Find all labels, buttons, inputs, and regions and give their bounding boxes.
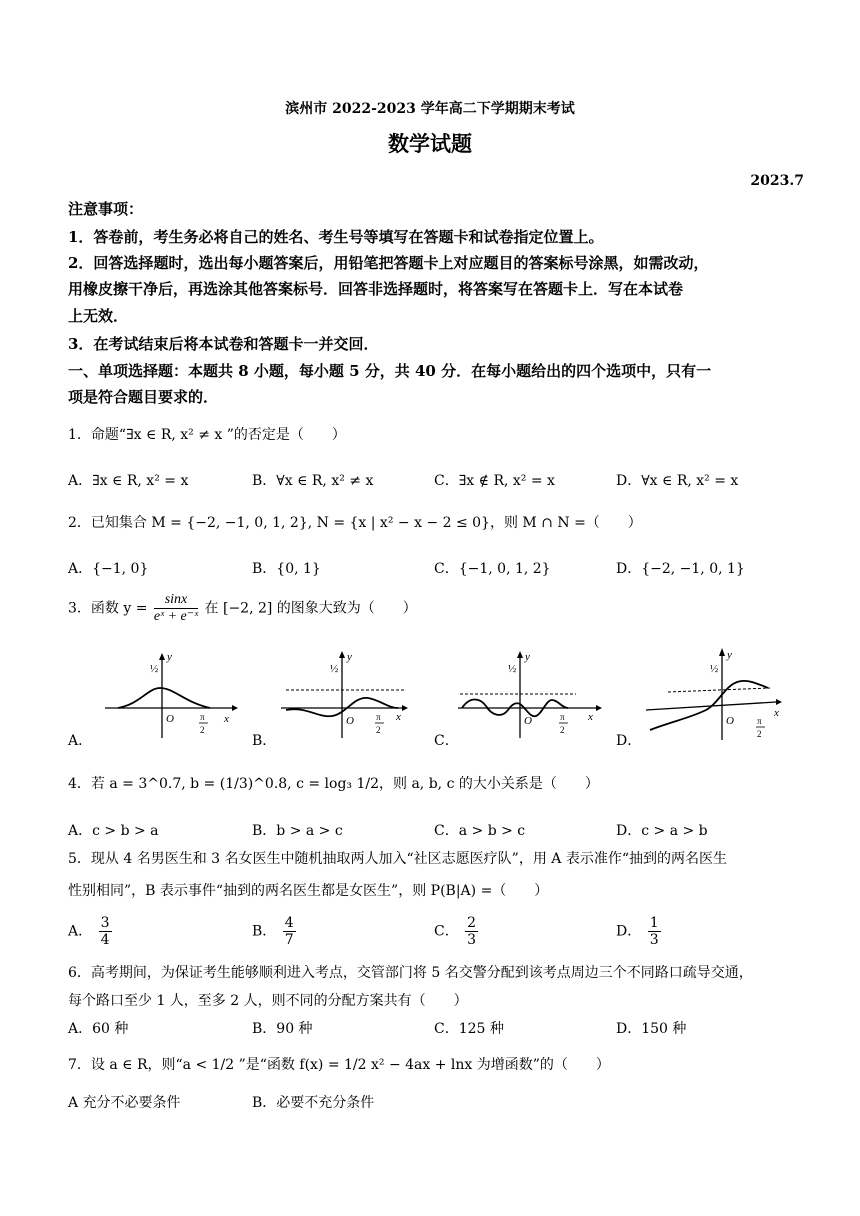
q6-option-b: B．90 种 (252, 1021, 313, 1037)
svg-text:2: 2 (376, 725, 381, 735)
q5-option-label: A． (68, 923, 93, 940)
q1-option-b: B．∀x ∈ R, x² ≠ x (252, 473, 374, 489)
q4-option-b: B．b > a > c (252, 823, 343, 839)
curve (118, 688, 210, 708)
q5-option-fraction: $\frac{1}{3}$ (649, 915, 659, 948)
exam-date: 2023.7 (750, 173, 804, 189)
svg-text:O: O (524, 715, 532, 727)
question-4-stem: 4．若 a = 3^0.7, b = (1/3)^0.8, c = log₃ 1/2，则 a, b, c 的大小关系是（ ） (68, 776, 599, 792)
q7-option-a: A 充分不必要条件 (68, 1095, 181, 1111)
svg-text:½: ½ (508, 663, 517, 675)
q4-option-a: A．c > b > a (68, 823, 159, 839)
q3-frac-num: sinx (154, 592, 198, 609)
svg-text:y: y (525, 651, 530, 663)
q2-option-d: D．{−2, −1, 0, 1} (616, 561, 745, 577)
x-axis-arrow-icon (232, 705, 238, 711)
subject-title: 数学试题 (388, 131, 472, 156)
label-pi: π (200, 712, 205, 722)
question-5-line1: 5．现从 4 名男医生和 3 名女医生中随机抽取两人加入“社区志愿医疗队”，用 A 表示准作“抽到的两名医生 (68, 851, 728, 867)
notice-title: 注意事项： (68, 200, 144, 218)
q1-option-d: D．∀x ∈ R, x² = x (616, 473, 739, 489)
y-axis-arrow-icon (159, 653, 165, 660)
q7-option-b: B．必要不充分条件 (252, 1095, 375, 1111)
q3-graph-c (456, 648, 606, 743)
q2-option-c: C．{−1, 0, 1, 2} (434, 561, 551, 577)
svg-text:x: x (774, 707, 779, 719)
svg-text:O: O (726, 715, 734, 727)
q3-graph-d (640, 644, 790, 744)
q5-option-d (616, 915, 663, 948)
q5-option-label: C． (434, 923, 459, 940)
q5-option-label: D． (616, 923, 642, 940)
q5-option-b (252, 915, 298, 948)
exam-title: 滨州市 2022-2023 学年高二下学期期末考试 (285, 101, 575, 117)
q2-option-a: A．{−1, 0} (68, 561, 149, 577)
q5-option-label: B． (252, 923, 277, 940)
y-axis-arrow-icon (339, 651, 345, 658)
q3-option-b: B． (252, 733, 277, 749)
notice-item: 上无效． (68, 307, 129, 325)
label-two: 2 (200, 725, 205, 735)
x-axis-arrow-icon (596, 705, 602, 711)
curve (650, 681, 768, 730)
q6-option-d: D．150 种 (616, 1021, 687, 1037)
q5-option-fraction: $\frac{4}{7}$ (284, 915, 294, 948)
svg-text:π: π (757, 716, 762, 726)
svg-text:y: y (727, 649, 732, 661)
notice-item: 2．回答选择题时，选出每小题答案后，用铅笔把答题卡上对应题目的答案标号涂黑，如需改动， (68, 254, 709, 272)
q3-prefix: 3．函数 y = (68, 600, 148, 617)
label-y: y (167, 651, 172, 663)
x-axis-arrow-icon (776, 699, 782, 705)
q6-option-a: A．60 种 (68, 1021, 129, 1037)
question-3-stem (68, 592, 417, 625)
q3-graph-b (276, 648, 416, 743)
section-heading-cont: 项是符合题目要求的． (68, 388, 219, 406)
question-6-line1: 6．高考期间，为保证考生能够顺利进入考点，交管部门将 5 名交警分配到该考点周边三个不同路口疏导交通， (68, 965, 753, 981)
notice-item: 3．在考试结束后将本试卷和答题卡一并交回． (68, 335, 379, 353)
q3-option-a: A． (68, 733, 93, 749)
q1-option-a: A．∃x ∈ R, x² = x (68, 473, 189, 489)
notice-item: 1．答卷前，考生务必将自己的姓名、考生号等填写在答题卡和试卷指定位置上。 (68, 228, 604, 246)
question-1-stem: 1．命题“∃x ∈ R, x² ≠ x ”的否定是（ ） (68, 427, 346, 443)
svg-text:y: y (347, 651, 352, 663)
svg-text:½: ½ (330, 663, 339, 675)
label-origin: O (166, 713, 174, 725)
q3-fraction (154, 592, 198, 625)
q5-option-c (434, 915, 480, 948)
svg-text:O: O (346, 715, 354, 727)
question-7-stem: 7．设 a ∈ R，则“a < 1/2 ”是“函数 f(x) = 1/2 x² − 4ax + lnx 为增函数”的（ ） (68, 1057, 610, 1073)
dashed-asymptote (668, 688, 770, 692)
svg-text:x: x (396, 711, 401, 723)
label-half: ½ (150, 663, 159, 675)
svg-text:2: 2 (560, 725, 565, 735)
svg-text:½: ½ (710, 663, 719, 675)
q3-option-c: C． (434, 733, 459, 749)
svg-text:2: 2 (757, 729, 762, 739)
q5-option-fraction: $\frac{2}{3}$ (467, 915, 477, 948)
label-x: x (224, 713, 229, 725)
question-6-line2: 每个路口至少 1 人，至多 2 人，则不同的分配方案共有（ ） (68, 993, 468, 1009)
q3-suffix: 在 [−2, 2] 的图象大致为（ ） (204, 600, 417, 617)
q4-option-c: C．a > b > c (434, 823, 526, 839)
y-axis-arrow-icon (517, 651, 523, 658)
q4-option-d: D．c > a > b (616, 823, 708, 839)
notice-item: 用橡皮擦干净后，再选涂其他答案标号．回答非选择题时，将答案写在答题卡上．写在本试卷 (68, 280, 684, 298)
svg-text:π: π (376, 712, 381, 722)
question-2-stem: 2．已知集合 M = {−2, −1, 0, 1, 2}, N = {x | x² − x − 2 ≤ 0}，则 M ∩ N =（ ） (68, 515, 642, 531)
question-5-line2: 性别相同”，B 表示事件“抽到的两名医生都是女医生”，则 P(B|A) =（ ） (68, 883, 549, 899)
q3-graph-a (100, 648, 240, 743)
x-axis-arrow-icon (402, 705, 408, 711)
q1-option-c: C．∃x ∉ R, x² = x (434, 473, 555, 489)
q5-option-fraction: $\frac{3}{4}$ (100, 915, 110, 948)
section-heading: 一、单项选择题：本题共 8 小题，每小题 5 分，共 40 分．在每小题给出的四个选项中，只有一 (68, 362, 712, 380)
q2-option-b: B．{0, 1} (252, 561, 321, 577)
svg-text:x: x (588, 711, 593, 723)
q6-option-c: C．125 种 (434, 1021, 504, 1037)
y-axis-arrow-icon (719, 648, 725, 656)
q5-option-a (68, 915, 114, 948)
q3-option-d: D． (616, 733, 642, 749)
q3-frac-den: eˣ + e⁻ˣ (153, 609, 199, 624)
svg-text:π: π (560, 712, 565, 722)
